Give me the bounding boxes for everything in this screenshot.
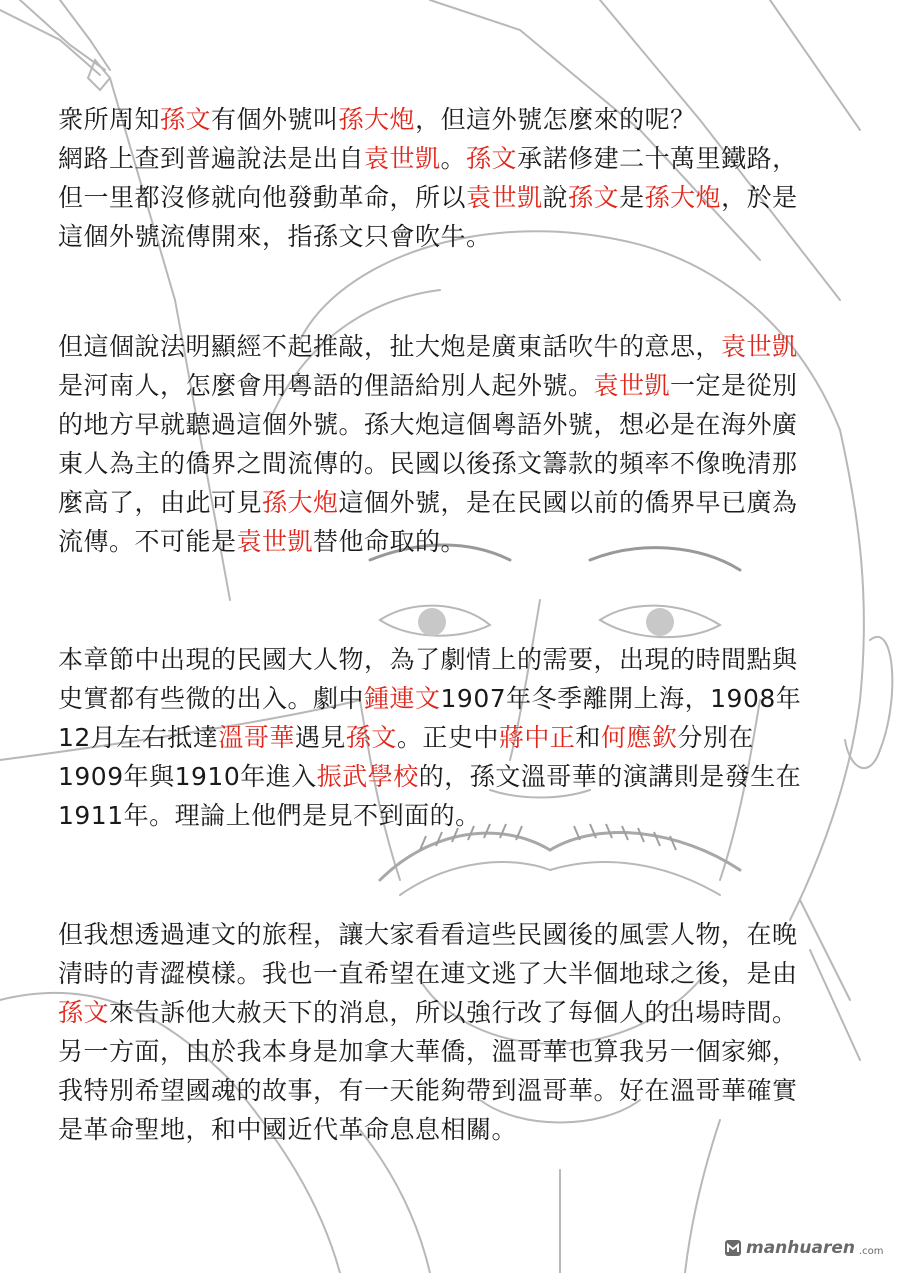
highlighted-name: 孫文	[58, 998, 110, 1027]
watermark-text: manhuaren	[746, 1238, 855, 1258]
highlighted-name: 孫文	[345, 723, 397, 752]
text-segment: 另一方面，由於我本身是加拿大華僑，溫哥華也算我另一個家鄉，	[58, 1037, 798, 1066]
highlighted-name: 孫文	[160, 105, 212, 134]
text-segment: 我特別希望國魂的故事，有一天能夠帶到溫哥華。好在溫哥華確實	[58, 1076, 798, 1105]
text-segment: 東人為主的僑界之間流傳的。民國以後孫文籌款的頻率不像晚清那	[58, 449, 798, 478]
highlighted-name: 袁世凱	[466, 183, 543, 212]
text-segment: 是革命聖地，和中國近代革命息息相關。	[58, 1115, 518, 1144]
highlighted-name: 孫大炮	[338, 105, 416, 134]
text-line	[58, 327, 858, 366]
text-segment: 是河南人，怎麼會用粵語的俚語給別人起外號。	[58, 371, 594, 400]
text-segment: 但一里都沒修就向他發動革命，所以	[58, 183, 467, 212]
highlighted-name: 振武學校	[316, 762, 419, 791]
text-segment: ，但這外號怎麼來的呢？	[415, 105, 696, 134]
paragraph-2	[58, 327, 858, 561]
text-line	[58, 178, 858, 217]
highlighted-name: 袁世凱	[593, 371, 671, 400]
text-segment: 衆所周知	[58, 105, 161, 134]
text-segment: 這個外號流傳開來，指孫文只會吹牛。	[58, 222, 492, 251]
text-line	[58, 522, 858, 561]
text-line	[58, 757, 858, 796]
highlighted-name: 袁世凱	[236, 527, 314, 556]
text-line	[58, 444, 858, 483]
text-line	[58, 679, 858, 718]
text-line	[58, 1032, 858, 1071]
text-segment: 本章節中出現的民國大人物，為了劇情上的需要，出現的時間點與	[58, 645, 798, 674]
text-segment: 這個外號，是在民國以前的僑界早已廣為	[338, 488, 798, 517]
text-line	[58, 139, 858, 178]
text-segment: 分別在	[677, 723, 754, 752]
text-segment: 有個外號叫	[211, 105, 339, 134]
text-segment: 是	[619, 183, 645, 212]
text-line	[58, 640, 858, 679]
text-line	[58, 100, 858, 139]
text-segment: 和	[575, 723, 601, 752]
text-line	[58, 915, 858, 954]
highlighted-name: 溫哥華	[218, 723, 295, 752]
text-line	[58, 366, 858, 405]
text-segment: 但這個說法明顯經不起推敲，扯大炮是廣東話吹牛的意思，	[58, 332, 722, 361]
text-segment: 的，孫文溫哥華的演講則是發生在	[418, 762, 802, 791]
text-line	[58, 217, 858, 256]
text-line	[58, 993, 858, 1032]
highlighted-name: 何應欽	[600, 723, 678, 752]
text-line	[58, 1110, 858, 1149]
text-segment: 承諾修建二十萬里鐵路，	[517, 144, 798, 173]
highlighted-name: 蔣中正	[498, 723, 576, 752]
text-segment: 1911年。理論上他們是見不到面的。	[58, 801, 481, 830]
highlighted-name: 孫文	[568, 183, 620, 212]
manhuaren-logo-icon	[724, 1239, 742, 1257]
text-segment: 網路上查到普遍說法是出自	[58, 144, 365, 173]
text-segment: 流傳。不可能是	[58, 527, 237, 556]
text-segment: 。	[440, 144, 467, 173]
highlighted-name: 孫文	[466, 144, 518, 173]
text-segment: 麼高了，由此可見	[58, 488, 263, 517]
paragraph-3	[58, 640, 858, 835]
text-segment: 史實都有些微的出入。劇中	[58, 684, 365, 713]
text-segment: 。正史中	[396, 723, 499, 752]
text-line	[58, 796, 858, 835]
paragraph-4	[58, 915, 858, 1149]
text-segment: 替他命取的。	[313, 527, 467, 556]
text-segment: 但我想透過連文的旅程，讓大家看看這些民國後的風雲人物，在晚	[58, 920, 798, 949]
highlighted-name: 孫大炮	[644, 183, 722, 212]
text-segment: 1907年冬季離開上海，1908年	[440, 684, 802, 713]
highlighted-name: 孫大炮	[262, 488, 339, 517]
text-segment: 一定是從別	[670, 371, 798, 400]
text-line	[58, 483, 858, 522]
text-segment: 遇見	[294, 723, 346, 752]
text-line	[58, 405, 858, 444]
highlighted-name: 袁世凱	[364, 144, 441, 173]
text-segment: 1909年與1910年進入	[58, 762, 317, 791]
text-line	[58, 718, 858, 757]
text-segment: 的地方早就聽過這個外號。孫大炮這個粵語外號，想必是在海外廣	[58, 410, 798, 439]
text-segment: 12月左右抵達	[58, 723, 219, 752]
watermark-tld: .com	[858, 1245, 884, 1257]
highlighted-name: 袁世凱	[721, 332, 798, 361]
paragraph-1	[58, 100, 858, 256]
text-line	[58, 954, 858, 993]
text-segment: ，於是	[721, 183, 798, 212]
text-segment: 清時的青澀模樣。我也一直希望在連文逃了大半個地球之後，是由	[58, 959, 798, 988]
text-segment: 說	[542, 183, 569, 212]
text-line	[58, 1071, 858, 1110]
text-segment: 來告訴他大赦天下的消息，所以強行改了每個人的出場時間。	[109, 998, 798, 1027]
highlighted-name: 鍾連文	[364, 684, 441, 713]
watermark	[724, 1238, 884, 1258]
